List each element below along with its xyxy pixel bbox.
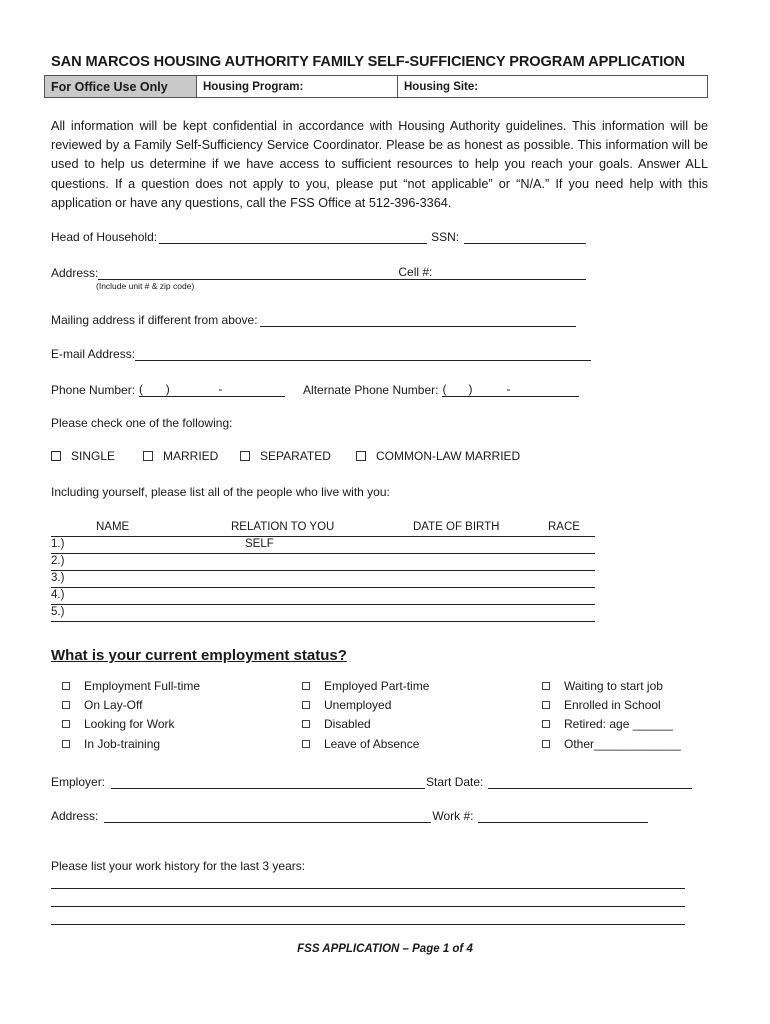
alt-phone-dash: - [506,382,511,396]
ssn-input[interactable] [464,231,586,244]
address-label: Address: [51,266,99,280]
checkbox-icon[interactable] [62,682,70,690]
housing-site-field[interactable]: Housing Site: [404,80,479,93]
emp-label: Employment Full-time [84,679,201,693]
option-label: MARRIED [163,449,219,463]
phone-dash: - [218,382,223,396]
emp-disabled[interactable] [302,717,371,731]
employer-row [51,775,694,789]
household-row[interactable] [51,606,595,622]
checkbox-icon[interactable] [62,701,70,709]
checkbox-icon[interactable] [62,740,70,748]
checkbox-icon[interactable] [542,720,550,728]
head-of-household-label: Head of Household: [51,230,158,244]
alt-phone-input[interactable] [442,382,579,397]
checkbox-icon[interactable] [62,720,70,728]
marital-option-separated[interactable] [240,449,356,463]
row-number: 4.) [51,589,65,601]
household-row[interactable] [51,555,595,571]
header-relation: RELATION TO YOU [231,521,335,533]
work-number-input[interactable] [478,810,648,823]
emp-retired[interactable] [542,717,673,731]
marital-options [51,449,520,463]
head-of-household-row [51,230,588,244]
ssn-label: SSN: [431,230,460,244]
checkbox-icon[interactable] [51,451,61,461]
housing-program-field[interactable]: Housing Program: [197,76,398,97]
alt-phone-paren-open: ( [442,382,447,396]
row-number: 2.) [51,555,65,567]
emp-label: Waiting to start job [564,679,663,693]
employer-input[interactable] [111,776,425,789]
page-title: SAN MARCOS HOUSING AUTHORITY FAMILY SELF-SUFFICIENCY PROGRAM APPLICATION [51,54,685,70]
email-label: E-mail Address: [51,347,136,361]
emp-label: On Lay-Off [84,698,143,712]
emp-label: In Job-training [84,737,161,751]
checkbox-icon[interactable] [542,740,550,748]
address-note: (Include unit # & zip code) [96,281,195,291]
marital-option-common-law[interactable] [356,449,520,463]
household-table-header [51,520,595,537]
checkbox-icon[interactable] [302,740,310,748]
emp-waiting[interactable] [542,679,663,693]
emp-label: Leave of Absence [324,737,420,751]
phone-paren-close: ) [165,382,170,396]
emp-school[interactable] [542,698,661,712]
checkbox-icon[interactable] [542,701,550,709]
start-date-label: Start Date: [426,775,484,789]
cell-label: Cell #: [398,265,433,279]
work-history-line[interactable] [51,906,685,907]
checkbox-icon[interactable] [356,451,366,461]
marital-option-single[interactable] [51,449,143,463]
emp-part-time[interactable] [302,679,429,693]
emp-full-time[interactable] [62,679,200,693]
address-input[interactable] [98,267,398,280]
row-relation: SELF [245,538,274,550]
option-label: SEPARATED [260,449,331,463]
address-row [51,265,586,280]
head-of-household-input[interactable] [159,231,427,244]
household-row[interactable] [51,538,595,554]
emp-label: Looking for Work [84,717,175,731]
email-input[interactable] [135,348,591,361]
work-history-prompt: Please list your work history for the last 3 years: [51,859,306,873]
work-history-line[interactable] [51,924,685,925]
emp-job-training[interactable] [62,737,160,751]
emp-label: Retired: age ______ [564,717,673,731]
checkbox-icon[interactable] [302,701,310,709]
checkbox-icon[interactable] [240,451,250,461]
emp-lay-off[interactable] [62,698,142,712]
mailing-input[interactable] [260,314,576,327]
mailing-row [51,313,578,327]
emp-label: Enrolled in School [564,698,661,712]
row-number: 1.) [51,538,65,550]
page-footer: FSS APPLICATION – Page 1 of 4 [297,943,473,955]
employment-heading: What is your current employment status? [51,647,347,664]
alt-phone-paren-close: ) [468,382,473,396]
work-history-line[interactable] [51,888,685,889]
work-number-label: Work #: [432,809,474,823]
household-row[interactable] [51,589,595,605]
household-prompt: Including yourself, please list all of the people who live with you: [51,485,390,499]
phone-input[interactable] [139,382,285,397]
emp-label: Employed Part-time [324,679,430,693]
marital-option-married[interactable] [143,449,240,463]
office-use-label: For Office Use Only [45,76,197,97]
phone-label: Phone Number: [51,383,136,397]
start-date-input[interactable] [488,776,692,789]
phone-row [51,382,579,397]
option-label: SINGLE [71,449,116,463]
emp-other[interactable] [542,737,681,751]
emp-label: Unemployed [324,698,392,712]
checkbox-icon[interactable] [542,682,550,690]
cell-input[interactable] [432,267,586,280]
header-race: RACE [548,521,580,533]
office-use-table [44,75,708,98]
household-row[interactable] [51,572,595,588]
employer-label: Employer: [51,775,106,789]
emp-looking[interactable] [62,717,175,731]
emp-label: Other_____________ [564,737,681,751]
checkbox-icon[interactable] [143,451,153,461]
employer-address-label: Address: [51,809,99,823]
header-dob: DATE OF BIRTH [413,521,500,533]
header-name: NAME [96,521,130,533]
mailing-label: Mailing address if different from above: [51,313,258,327]
emp-unemployed[interactable] [302,698,391,712]
row-number: 3.) [51,572,65,584]
row-number: 5.) [51,606,65,618]
emp-label: Disabled [324,717,371,731]
emp-leave[interactable] [302,737,419,751]
option-label: COMMON-LAW MARRIED [376,449,521,463]
alt-phone-label: Alternate Phone Number: [303,383,439,397]
employer-address-input[interactable] [104,810,431,823]
email-row [51,347,591,361]
checkbox-icon[interactable] [302,720,310,728]
phone-paren-open: ( [139,382,144,396]
employer-address-row [51,809,650,823]
marital-prompt: Please check one of the following: [51,416,233,430]
checkbox-icon[interactable] [302,682,310,690]
intro-paragraph: All information will be kept confidential in accordance with Housing Authority guidelines. This information will be reviewed by a Family Self-Sufficiency Service Coordinator. Please be as honest as possible. This information will be used to help us determine if we have access to sufficient resources to help you reach your goals. Answer ALL questions. If a question does not apply to you, please put “not applicable” or “N/A.” If you need help with this application or have any questions, call the FSS Office at 512-396-3364. [51,119,708,210]
